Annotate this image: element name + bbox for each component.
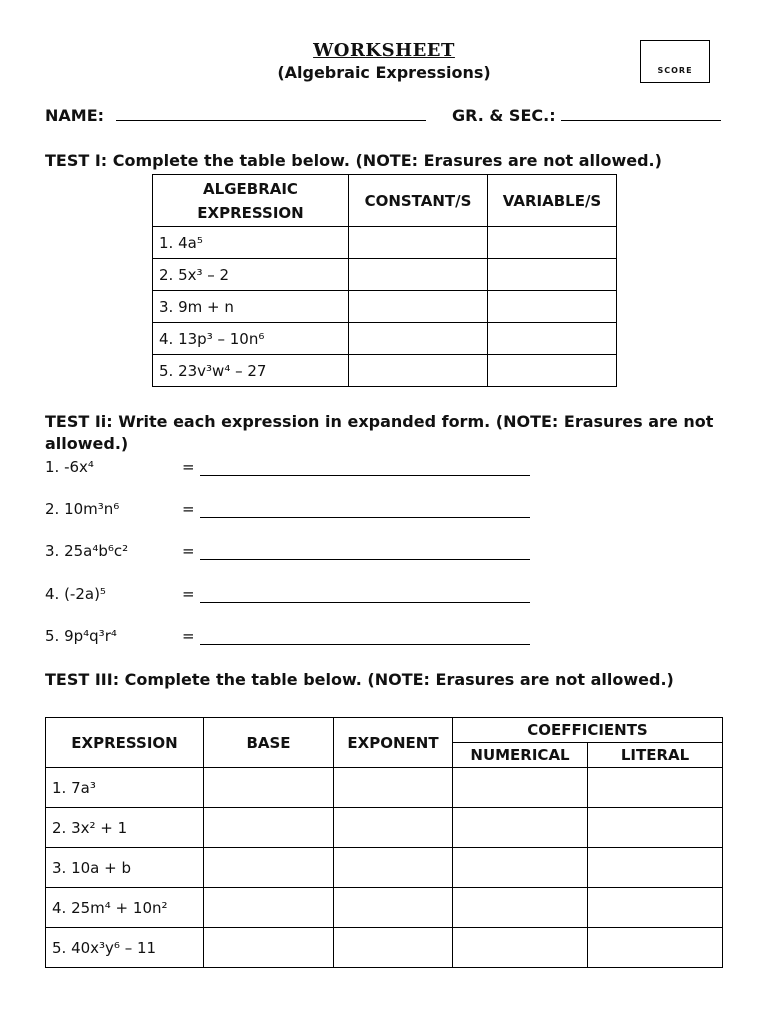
test2-equals: = xyxy=(182,627,195,645)
test3-col-base: BASE xyxy=(204,718,334,768)
test3-numerical-cell[interactable] xyxy=(453,768,588,808)
table-row xyxy=(46,928,723,968)
test3-exponent-cell[interactable] xyxy=(334,928,453,968)
test3-numerical-cell[interactable] xyxy=(453,808,588,848)
test3-table xyxy=(45,717,723,968)
test1-constant-cell[interactable] xyxy=(349,323,488,355)
score-label: SCORE xyxy=(657,66,693,75)
table-row xyxy=(46,808,723,848)
test3-base-cell[interactable] xyxy=(204,888,334,928)
test2-item: 4. (-2a)⁵ xyxy=(45,585,106,603)
name-label: NAME: xyxy=(45,106,105,125)
test3-col-literal: LITERAL xyxy=(588,743,723,768)
test1-expression-cell: 4. 13p³ – 10n⁶ xyxy=(153,323,349,355)
test2-answer-line[interactable] xyxy=(200,474,530,476)
test1-expression-cell: 3. 9m + n xyxy=(153,291,349,323)
test3-col-expression: EXPRESSION xyxy=(46,718,204,768)
test1-col-expression xyxy=(153,175,349,227)
table-row xyxy=(46,888,723,928)
name-field-row xyxy=(45,106,426,125)
test1-variable-cell[interactable] xyxy=(488,291,617,323)
test2-answer-line[interactable] xyxy=(200,558,530,560)
test3-base-cell[interactable] xyxy=(204,768,334,808)
test3-literal-cell[interactable] xyxy=(588,848,723,888)
test3-base-cell[interactable] xyxy=(204,848,334,888)
test1-col-expression-line1: ALGEBRAIC xyxy=(203,179,298,198)
test1-variable-cell[interactable] xyxy=(488,323,617,355)
test3-exponent-cell[interactable] xyxy=(334,848,453,888)
test2-equals: = xyxy=(182,542,195,560)
test3-expression-cell: 4. 25m⁴ + 10n² xyxy=(46,888,204,928)
worksheet-title: WORKSHEET xyxy=(313,40,455,61)
test1-heading: TEST I: Complete the table below. (NOTE: Erasures are not allowed.) xyxy=(45,151,662,170)
test2-heading: TEST Ii: Write each expression in expanded form. (NOTE: Erasures are not allowed.) xyxy=(45,412,714,453)
table-row xyxy=(46,768,723,808)
test1-constant-cell[interactable] xyxy=(349,355,488,387)
test3-exponent-cell[interactable] xyxy=(334,768,453,808)
test3-literal-cell[interactable] xyxy=(588,888,723,928)
worksheet-subtitle: (Algebraic Expressions) xyxy=(277,63,491,82)
test1-variable-cell[interactable] xyxy=(488,227,617,259)
test3-literal-cell[interactable] xyxy=(588,808,723,848)
test2-item: 3. 25a⁴b⁶c² xyxy=(45,542,129,560)
name-blank[interactable] xyxy=(116,106,426,121)
test1-table xyxy=(152,174,617,387)
test3-exponent-cell[interactable] xyxy=(334,808,453,848)
table-row xyxy=(153,259,617,291)
test3-header-row xyxy=(46,718,723,743)
test3-col-numerical: NUMERICAL xyxy=(453,743,588,768)
test3-literal-cell[interactable] xyxy=(588,928,723,968)
test3-base-cell[interactable] xyxy=(204,928,334,968)
test3-col-exponent: EXPONENT xyxy=(334,718,453,768)
test1-expression-cell: 1. 4a⁵ xyxy=(153,227,349,259)
test3-numerical-cell[interactable] xyxy=(453,888,588,928)
test2-item: 5. 9p⁴q³r⁴ xyxy=(45,627,117,645)
test1-col-variable: VARIABLE/S xyxy=(488,175,617,227)
test2-equals: = xyxy=(182,500,195,518)
test3-exponent-cell[interactable] xyxy=(334,888,453,928)
table-row xyxy=(153,227,617,259)
table-row xyxy=(46,848,723,888)
table-row xyxy=(153,291,617,323)
test3-expression-cell: 1. 7a³ xyxy=(46,768,204,808)
test3-expression-cell: 2. 3x² + 1 xyxy=(46,808,204,848)
section-field-row xyxy=(452,106,721,125)
test1-variable-cell[interactable] xyxy=(488,259,617,291)
test2-equals: = xyxy=(182,585,195,603)
test2-item: 1. -6x⁴ xyxy=(45,458,94,476)
test3-heading: TEST III: Complete the table below. (NOTE: Erasures are not allowed.) xyxy=(45,670,674,689)
test3-numerical-cell[interactable] xyxy=(453,848,588,888)
test3-numerical-cell[interactable] xyxy=(453,928,588,968)
section-label: GR. & SEC.: xyxy=(452,106,556,125)
test3-col-coefficients: COEFFICIENTS xyxy=(453,718,723,743)
test3-expression-cell: 3. 10a + b xyxy=(46,848,204,888)
test3-expression-cell: 5. 40x³y⁶ – 11 xyxy=(46,928,204,968)
test1-constant-cell[interactable] xyxy=(349,291,488,323)
test1-col-expression-line2: EXPRESSION xyxy=(197,203,304,222)
table-row xyxy=(153,355,617,387)
test1-constant-cell[interactable] xyxy=(349,227,488,259)
test1-col-constant: CONSTANT/S xyxy=(349,175,488,227)
section-blank[interactable] xyxy=(561,106,721,121)
test2-answer-line[interactable] xyxy=(200,601,530,603)
test1-header-row xyxy=(153,175,617,227)
test1-expression-cell: 2. 5x³ – 2 xyxy=(153,259,349,291)
test2-item: 2. 10m³n⁶ xyxy=(45,500,120,518)
test3-literal-cell[interactable] xyxy=(588,768,723,808)
test1-constant-cell[interactable] xyxy=(349,259,488,291)
test1-expression-cell: 5. 23v³w⁴ – 27 xyxy=(153,355,349,387)
test2-answer-line[interactable] xyxy=(200,516,530,518)
table-row xyxy=(153,323,617,355)
test2-answer-line[interactable] xyxy=(200,643,530,645)
test2-equals: = xyxy=(182,458,195,476)
score-box xyxy=(640,40,710,83)
test3-base-cell[interactable] xyxy=(204,808,334,848)
test1-variable-cell[interactable] xyxy=(488,355,617,387)
